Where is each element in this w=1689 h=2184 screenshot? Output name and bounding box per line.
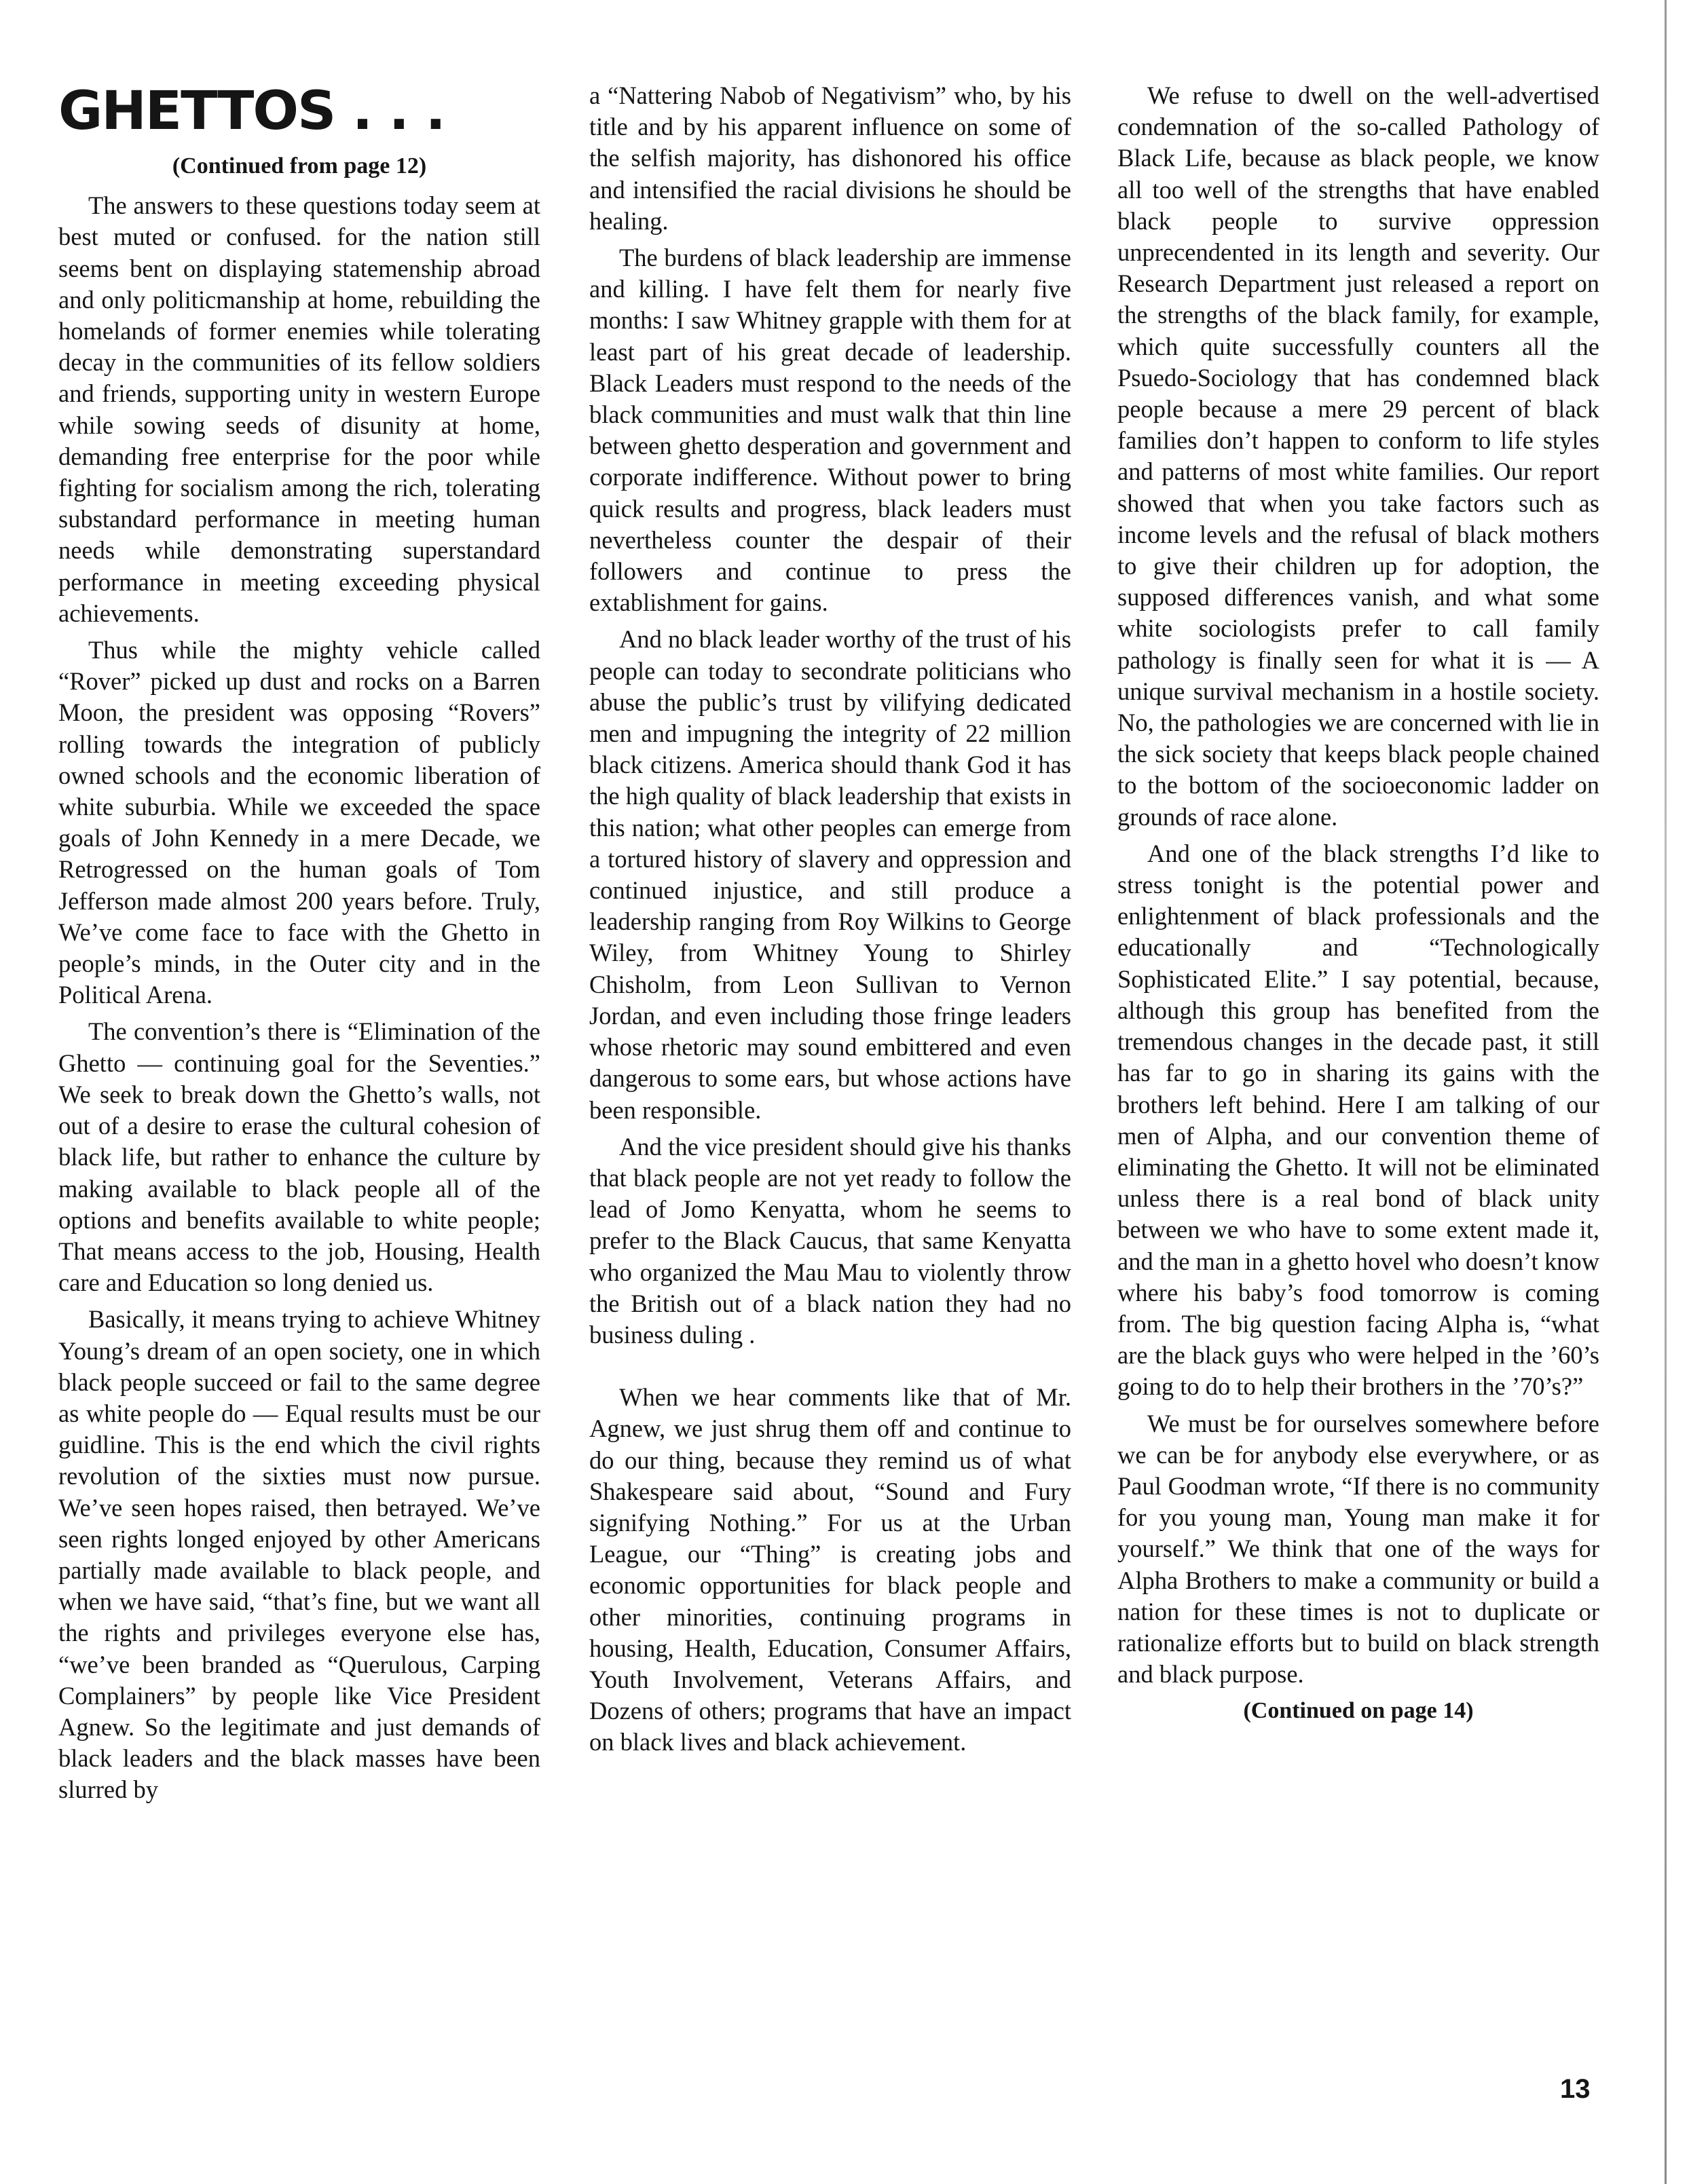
paragraph: We refuse to dwell on the well-advertised condemnation of the so-called Pathology of Black Life, because as black people, we know all too well of the strengths that have enabled black people to survive oppression unprecendented in its length and severity. Our Research Department just released a report on the strengths of the black family, for example, which quite successfully counters all the Psuedo-Sociology that has condemned black people because a mere 29 percent of black families don’t happen to conform to life styles and patterns of most white families. Our report showed that when you take factors such as income levels and the refusal of black mothers to give their children up for adoption, the supposed differences vanish, and what some white sociologists prefer to call family pathology is finally seen for what it is — A unique survival mechanism in a hostile society. No, the pathologies we are concerned with lie in the sick society that keeps black people chained to the bottom of the socioeconomic ladder on grounds of race alone. <box>1117 81 1599 831</box>
page-number: 13 <box>1560 2074 1591 2104</box>
paragraph: The convention’s there is “Elimination of the Ghetto — continuing goal for the Seventies.” We seek to break down the Ghetto’s walls, not out of a desire to erase the cultural cohesion of black life, but rather to enhance the culture by making available to black people all of the options and benefits available to white people; That means access to the job, Housing, Health care and Education so long denied us. <box>58 1017 540 1297</box>
paragraph: We must be for ourselves somewhere before we can be for anybody else everywhere, or as Paul Goodman wrote, “If there is no community for you young man, Young man make it for yourself.” We think that one of the ways for Alpha Brothers to make a community or build a nation for these times is not to duplicate or rationalize efforts but to build on black strength and black purpose. <box>1117 1409 1599 1689</box>
article-column-2 <box>589 80 1071 1764</box>
article-column-1 <box>58 81 540 1811</box>
paragraph: And the vice president should give his thanks that black people are not yet ready to follow the lead of Jomo Kenyatta, whom he seems to prefer to the Black Caucus, that same Kenyatta who organized the Mau Mau to violently throw the British out of a black nation they had no business duling . <box>589 1132 1071 1349</box>
article-column-3 <box>1117 80 1599 1727</box>
paragraph: a “Nattering Nabob of Negativism” who, by his title and by his apparent influence on some of the selfish majority, has dishonored his office and intensified the racial divisions he should be healing. <box>589 81 1071 235</box>
continued-from-note: (Continued from page 12) <box>172 153 427 178</box>
article-headline: GHETTOS . . . <box>58 81 445 142</box>
paragraph: And no black leader worthy of the trust of his people can today to secondrate politicians who abuse the public’s trust by vilifying dedicated men and impugning the integrity of 22 million black citizens. America should thank God it has the high quality of black leadership that exists in this nation; what other peoples can emerge from a tortured history of slavery and oppression and continued injustice, and still produce a leadership ranging from Roy Wilkins to George Wiley, from Whitney Young to Shirley Chisholm, from Leon Sullivan to Vernon Jordan, and even including those fringe leaders whose rhetoric may sound embittered and even dangerous to some ears, but whose actions have been responsible. <box>589 625 1071 1124</box>
paragraph: The answers to these questions today seem at best muted or confused. for the nation still seems bent on displaying statemenship abroad and only politicmanship at home, rebuilding the homelands of former enemies while tolerating decay in the communities of its fellow soldiers and friends, supporting unity in western Europe while sowing seeds of disunity at home, demanding free enterprise for the poor while fighting for socialism among the rich, tolerating substandard performance in meeting human needs while demonstrating superstandard performance in meeting exceeding physical achievements. <box>58 191 540 627</box>
continued-on-note: (Continued on page 14) <box>1243 1698 1474 1724</box>
paragraph: Basically, it means trying to achieve Whitney Young’s dream of an open society, one in which black people succeed or fail to the same degree as white people do — Equal results must be our guidline. This is the end which the civil rights revolution of the sixties must now pursue. We’ve seen hopes raised, then betrayed. We’ve seen rights longed enjoyed by other Americans partially made available to black people, and when we have said, “that’s fine, but we want all the rights and privileges everyone else has, “we’ve been branded as “Querulous, Carping Complainers” by people like Vice President Agnew. So the legitimate and just demands of black leaders and the black masses have been slurred by <box>58 1305 540 1804</box>
page-edge-shadow <box>1665 0 1667 2184</box>
paragraph: When we hear comments like that of Mr. Agnew, we just shrug them off and continue to do our thing, because they remind us of what Shakespeare said about, “Sound and Fury signifying Nothing.” For us at the Urban League, our “Thing” is creating jobs and economic opportunities for black people and other minorities, continuing programs in housing, Health, Education, Consumer Affairs, Youth Involvement, Veterans Affairs, and Dozens of others; programs that have an impact on black lives and black achievement. <box>589 1383 1071 1756</box>
paragraph: Thus while the mighty vehicle called “Rover” picked up dust and rocks on a Barren Moon, the president was opposing “Rovers” rolling towards the integration of publicly owned schools and the economic liberation of white suburbia. While we exceeded the space goals of John Kennedy in a mere Decade, we Retrogressed on the human goals of Tom Jefferson made almost 200 years before. Truly, We’ve come face to face with the Ghetto in people’s minds, in the Outer city and in the Political Arena. <box>58 636 540 1009</box>
paragraph: The burdens of black leadership are immense and killing. I have felt them for nearly five months: I saw Whitney grapple with them for at least part of his great decade of leadership. Black Leaders must respond to the needs of the black communities and must walk that thin line between ghetto desperation and government and corporate indifference. Without power to bring quick results and progress, black leaders must nevertheless counter the despair of their followers and continue to press the extablishment for gains. <box>589 244 1071 617</box>
paragraph: And one of the black strengths I’d like to stress tonight is the potential power and enlightenment of black professionals and the educationally and “Technologically Sophisticated Elite.” I say potential, because, although this group has benefited from the tremendous changes in the decade past, it still has far to go in sharing its gains with the brothers left behind. Here I am talking of our men of Alpha, and our convention theme of eliminating the Ghetto. It will not be eliminated unless there is a real bond of black unity between we who have to some extent made it, and the man in a ghetto hovel who doesn’t know where his baby’s food tomorrow is coming from. The big question facing Alpha is, “what are the black guys who were helped in the ’60’s going to do to help their brothers in the ’70’s?” <box>1117 839 1599 1401</box>
